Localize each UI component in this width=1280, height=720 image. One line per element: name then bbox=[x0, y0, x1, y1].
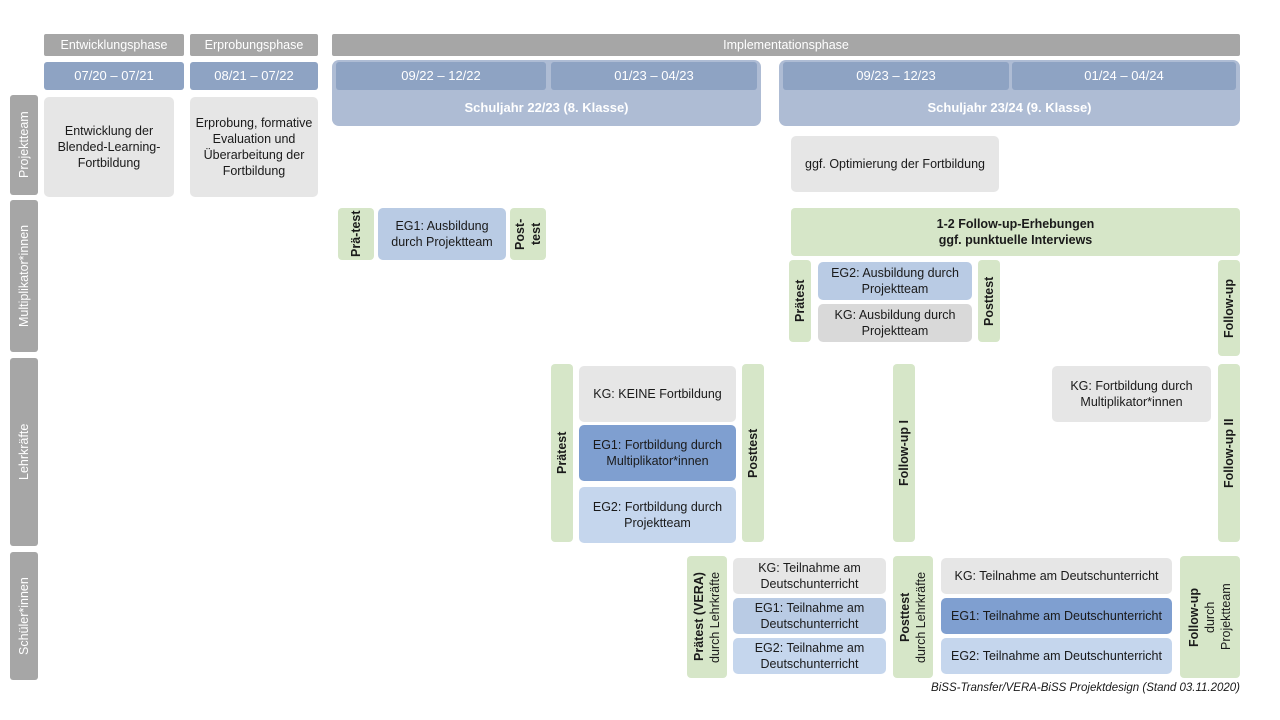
multiplikatoren-praetest-2: Prätest bbox=[789, 260, 811, 342]
row-label-multiplikatoren: Multiplikator*innen bbox=[10, 200, 38, 352]
lehrkraefte-kg-keine-fortbildung: KG: KEINE Fortbildung bbox=[579, 366, 736, 422]
projektteam-entwicklung-box: Entwicklung der Blended-Learning-Fortbildung bbox=[44, 97, 174, 197]
multiplikatoren-kg-ausbildung: KG: Ausbildung durch Projektteam bbox=[818, 304, 972, 342]
followup-banner-line2: ggf. punktuelle Interviews bbox=[938, 233, 1093, 247]
schueler-kg-teilnahme-2: KG: Teilnahme am Deutschunterricht bbox=[941, 558, 1172, 594]
schueler-praetest-main: Prätest (VERA) bbox=[692, 572, 706, 662]
schueler-posttest-main: Posttest bbox=[898, 592, 912, 642]
date-band-0923-1223: 09/23 – 12/23 bbox=[783, 62, 1009, 90]
multiplikatoren-posttest-2: Posttest bbox=[978, 260, 1000, 342]
date-band-0123-0423: 01/23 – 04/23 bbox=[551, 62, 757, 90]
phase-header-entwicklung: Entwicklungsphase bbox=[44, 34, 184, 56]
lehrkraefte-posttest: Posttest bbox=[742, 364, 764, 542]
schueler-followup bbox=[1180, 556, 1240, 678]
lehrkraefte-praetest: Prätest bbox=[551, 364, 573, 542]
phase-header-implementation: Implementationsphase bbox=[332, 34, 1240, 56]
lehrkraefte-eg2-fortbildung: EG2: Fortbildung durch Projektteam bbox=[579, 487, 736, 543]
schueler-kg-teilnahme-1: KG: Teilnahme am Deutschunterricht bbox=[733, 558, 886, 594]
schueler-eg2-teilnahme-1: EG2: Teilnahme am Deutschunterricht bbox=[733, 638, 886, 674]
phase-header-erprobung: Erprobungsphase bbox=[190, 34, 318, 56]
multiplikatoren-posttest-1: Post-test bbox=[510, 208, 546, 260]
projektteam-erprobung-box: Erprobung, formative Evaluation und Überarbeitung der Fortbildung bbox=[190, 97, 318, 197]
schueler-praetest-sub: durch Lehrkräfte bbox=[708, 571, 722, 663]
lehrkraefte-followup-2: Follow-up II bbox=[1218, 364, 1240, 542]
lehrkraefte-eg1-fortbildung: EG1: Fortbildung durch Multiplikator*innen bbox=[579, 425, 736, 481]
schuljahr-label-23-24: Schuljahr 23/24 (9. Klasse) bbox=[783, 95, 1236, 121]
schueler-eg1-teilnahme-1: EG1: Teilnahme am Deutschunterricht bbox=[733, 598, 886, 634]
date-band-0821-0722: 08/21 – 07/22 bbox=[190, 62, 318, 90]
followup-banner-line1: 1-2 Follow-up-Erhebungen bbox=[936, 217, 1095, 231]
schueler-eg1-teilnahme-2: EG1: Teilnahme am Deutschunterricht bbox=[941, 598, 1172, 634]
lehrkraefte-followup-1: Follow-up I bbox=[893, 364, 915, 542]
row-label-projektteam: Projektteam bbox=[10, 95, 38, 195]
date-band-0922-1222: 09/22 – 12/22 bbox=[336, 62, 546, 90]
multiplikatoren-followup-banner bbox=[791, 208, 1240, 256]
schueler-eg2-teilnahme-2: EG2: Teilnahme am Deutschunterricht bbox=[941, 638, 1172, 674]
multiplikatoren-followup: Follow-up bbox=[1218, 260, 1240, 356]
lehrkraefte-kg-fortbildung-multiplikatoren: KG: Fortbildung durch Multiplikator*innen bbox=[1052, 366, 1211, 422]
schueler-posttest bbox=[893, 556, 933, 678]
footer-caption: BiSS-Transfer/VERA-BiSS Projektdesign (Stand 03.11.2020) bbox=[931, 682, 1240, 694]
row-label-lehrkraefte: Lehrkräfte bbox=[10, 358, 38, 546]
schueler-followup-main: Follow-up bbox=[1187, 587, 1201, 647]
date-band-0124-0424: 01/24 – 04/24 bbox=[1012, 62, 1236, 90]
multiplikatoren-praetest-1: Prä-test bbox=[338, 208, 374, 260]
row-label-schueler: Schüler*innen bbox=[10, 552, 38, 680]
schueler-posttest-sub: durch Lehrkräfte bbox=[914, 571, 928, 663]
schuljahr-label-22-23: Schuljahr 22/23 (8. Klasse) bbox=[336, 95, 757, 121]
multiplikatoren-eg1-ausbildung: EG1: Ausbildung durch Projektteam bbox=[378, 208, 506, 260]
projektteam-optimierung-box: ggf. Optimierung der Fortbildung bbox=[791, 136, 999, 192]
schueler-followup-sub2: Projektteam bbox=[1219, 583, 1233, 651]
schueler-praetest-vera bbox=[687, 556, 727, 678]
schueler-followup-sub1: durch bbox=[1203, 601, 1217, 633]
date-band-0720-0721: 07/20 – 07/21 bbox=[44, 62, 184, 90]
multiplikatoren-eg2-ausbildung: EG2: Ausbildung durch Projektteam bbox=[818, 262, 972, 300]
